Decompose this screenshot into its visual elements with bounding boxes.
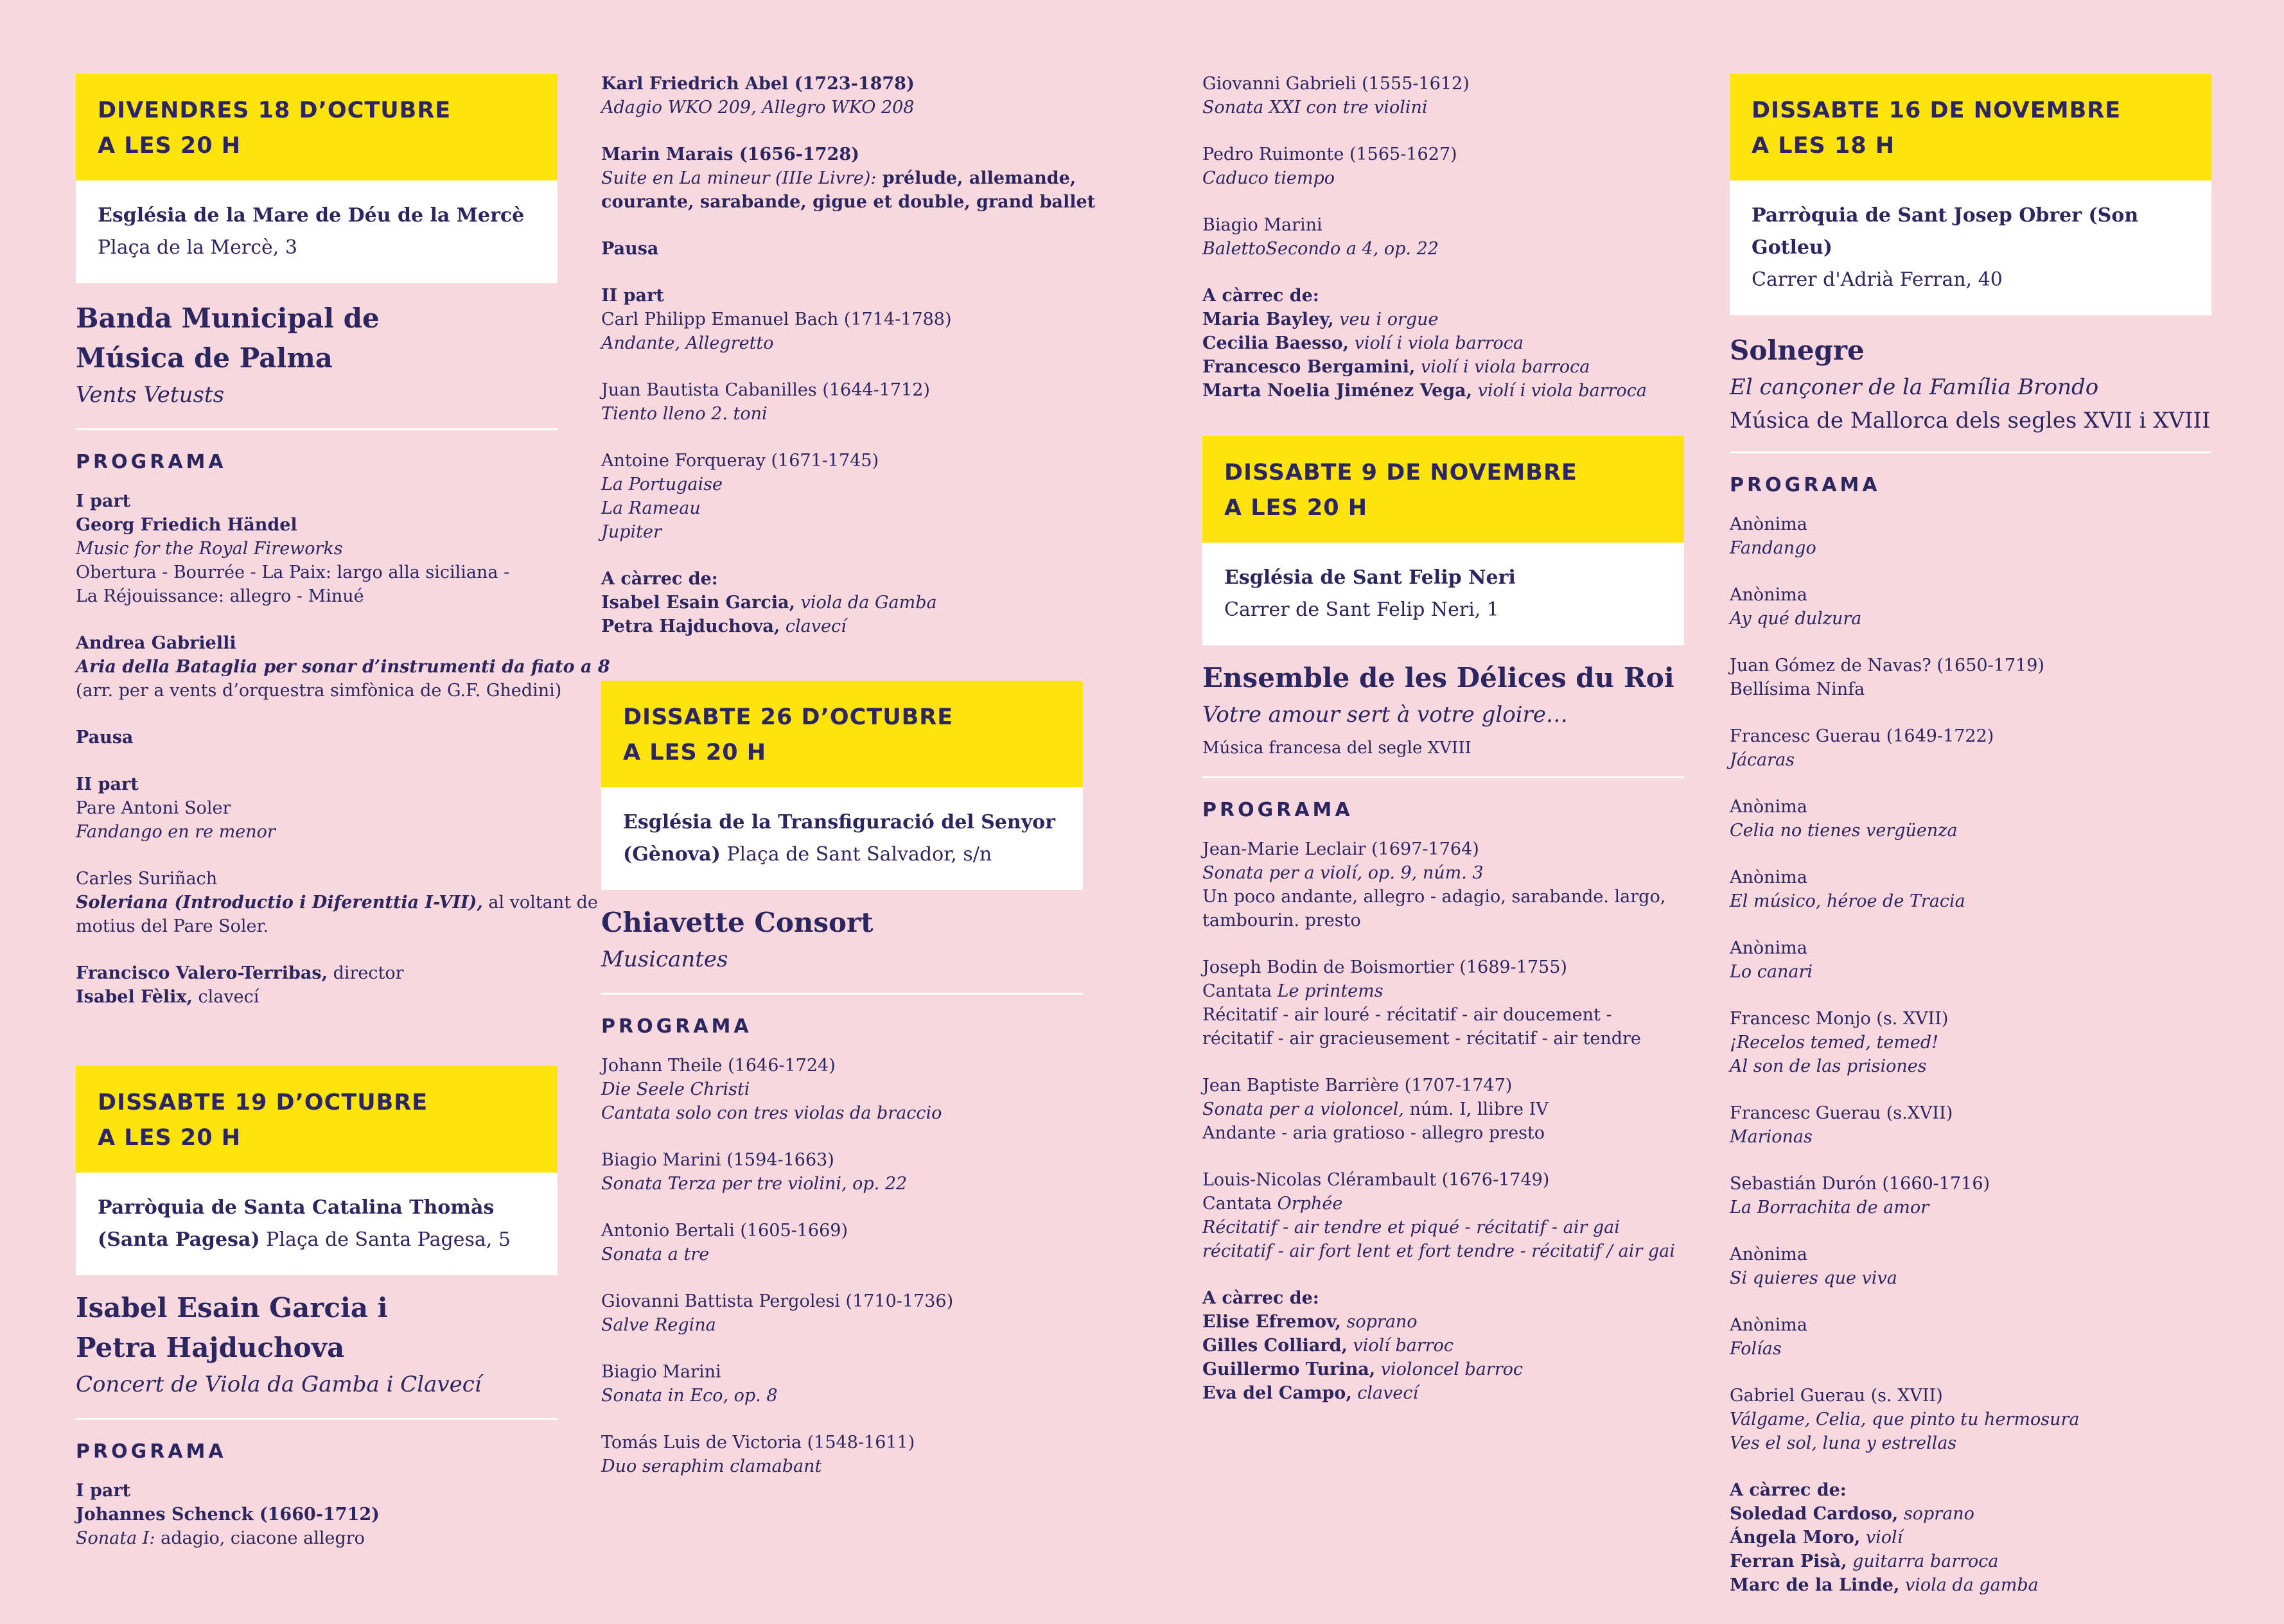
work: Sonata per a violoncel, — [1202, 1099, 1404, 1119]
venue-address: Carrer d'Adrià Ferran, 40 — [1752, 268, 2003, 291]
part-label: II part — [76, 774, 139, 794]
performer-role: soprano — [1340, 1312, 1418, 1332]
concert-time: A LES 20 H — [98, 1125, 242, 1151]
composer: Biagio Marini (1594-1663) — [601, 1150, 834, 1170]
composer: Giovanni Battista Pergolesi (1710-1736) — [601, 1291, 954, 1311]
performer-role: guitarra barroca — [1847, 1551, 1999, 1571]
divider — [1202, 776, 1684, 778]
concert-subtitle: El cançoner de la Família Brondo — [1730, 374, 2099, 400]
performer-name: Cecilia Baesso, — [1202, 333, 1349, 353]
note: (arr. per a vents d’orquestra simfònica de G.F. Ghedini) — [76, 681, 562, 701]
composer: Jean Baptiste Barrière (1707-1747) — [1202, 1076, 1513, 1096]
work: Duo seraphim clamabant — [601, 1456, 822, 1476]
program-entry — [76, 489, 558, 608]
concert-time: A LES 20 H — [623, 740, 767, 765]
program-entry — [1730, 654, 2211, 701]
work: Bellísima Ninfa — [1730, 679, 1865, 699]
date-box — [601, 681, 1083, 787]
work: ¡Recelos temed, temed! — [1730, 1033, 1938, 1052]
performers-heading: A càrrec de: — [601, 569, 718, 589]
concert-subtitle: Musicantes — [601, 947, 728, 972]
program-entry — [601, 378, 1083, 426]
work: La Portugaise — [601, 475, 723, 494]
work: Celia no tienes vergüenza — [1730, 821, 1958, 841]
program-entry — [1202, 1168, 1684, 1263]
program-entry — [1202, 956, 1684, 1051]
programa-heading: PROGRAMA — [76, 1440, 227, 1463]
performer-name: Petra Hajduchova, — [601, 616, 780, 636]
work: Fandango — [1730, 538, 1816, 558]
venue-box — [1730, 180, 2211, 315]
composer: Johannes Schenck (1660-1712) — [76, 1505, 380, 1524]
performers — [1202, 1286, 1684, 1405]
performer-role: violí barroc — [1347, 1336, 1454, 1356]
composer: Anònima — [1730, 797, 1807, 817]
divider — [1730, 451, 2211, 453]
performer-name: Marta Noelia Jiménez Vega, — [1202, 381, 1472, 401]
program-entry — [76, 773, 558, 844]
work: Folías — [1730, 1339, 1782, 1359]
work: Sonata a tre — [601, 1244, 710, 1264]
performer-role: violoncel barroc — [1375, 1359, 1523, 1379]
ensemble-title: Solnegre — [1730, 335, 1865, 366]
concert-time: A LES 20 H — [1224, 495, 1368, 521]
program-entry — [601, 1148, 1083, 1196]
composer: Biagio Marini — [601, 1362, 721, 1382]
performer-name: Isabel Fèlix, — [76, 987, 193, 1007]
performer-role: violí i viola barroca — [1415, 357, 1590, 377]
performer-role: violí i viola barroca — [1472, 381, 1647, 401]
performer-role: clavecí — [780, 616, 847, 636]
composer: Francesc Guerau (1649-1722) — [1730, 726, 1994, 746]
program-entry — [601, 1360, 1083, 1408]
performers — [76, 961, 558, 1009]
performer-name: Eva del Campo, — [1202, 1383, 1352, 1403]
program-entry — [1730, 1101, 2211, 1149]
venue-name: Parròquia de Santa Catalina Thomàs — [98, 1196, 495, 1219]
note: núm. I, llibre IV — [1403, 1099, 1549, 1119]
concert-subtitle: Concert de Viola da Gamba i Clavecí — [76, 1372, 482, 1397]
part-label: II part — [601, 286, 664, 306]
venue-name: (Santa Pagesa) — [98, 1228, 260, 1251]
venue-name: Parròquia de Sant Josep Obrer (Son Gotleu) — [1752, 204, 2139, 259]
venue-name: Església de la Mare de Déu de la Mercè — [98, 204, 525, 227]
program-entry — [1730, 724, 2211, 772]
pause-label: Pausa — [76, 728, 134, 747]
ensemble-title-line: Música de Palma — [76, 342, 333, 374]
venue-box — [601, 787, 1083, 890]
performers-heading: A càrrec de: — [1202, 1288, 1319, 1308]
composer: Georg Friedich Händel — [76, 515, 297, 535]
ensemble-title-line: Isabel Esain Garcia i — [76, 1292, 388, 1323]
work-prefix: Cantata — [1202, 1194, 1278, 1214]
work-prefix: Cantata — [1202, 981, 1278, 1001]
movements: prélude, allemande, — [876, 168, 1076, 188]
movements: Andante - aria gratioso - allegro presto — [1202, 1123, 1545, 1143]
work: Fandango en re menor — [76, 822, 276, 842]
venue-name: (Gènova) — [623, 843, 721, 866]
work: BalettoSecondo a 4, op. 22 — [1202, 239, 1439, 259]
composer: Antonio Bertali (1605-1669) — [601, 1221, 848, 1241]
programa-heading: PROGRAMA — [1202, 799, 1353, 821]
composer: Joseph Bodin de Boismortier (1689-1755) — [1202, 957, 1567, 977]
program-entry — [1730, 866, 2211, 913]
composer: Anònima — [1730, 938, 1807, 958]
program-entry — [76, 631, 610, 703]
part-label: I part — [76, 491, 131, 511]
work: Si quieres que viva — [1730, 1268, 1897, 1288]
movements: La Réjouissance: allegro - Minué — [76, 586, 364, 606]
work: Sonata I: — [76, 1528, 155, 1548]
program-entry — [1730, 1243, 2211, 1290]
concert-subtitle-2: Música de Mallorca dels segles XVII i XVIII — [1730, 408, 2211, 433]
performer-name: Marc de la Linde, — [1730, 1575, 1900, 1595]
performers — [601, 567, 1083, 638]
composer: Pedro Ruimonte (1565-1627) — [1202, 144, 1457, 164]
programa-heading: PROGRAMA — [76, 451, 227, 473]
part-label: I part — [76, 1481, 131, 1501]
work: Andante, Allegretto — [601, 333, 774, 353]
work: Orphée — [1277, 1194, 1343, 1214]
pause-label: Pausa — [601, 239, 659, 259]
venue-name: Església de Sant Felip Neri — [1224, 566, 1516, 589]
composer: Jean-Marie Leclair (1697-1764) — [1202, 839, 1479, 859]
divider — [76, 428, 558, 430]
work: Aria della Bataglia per sonar d’instrumenti da fiato a 8 — [76, 657, 610, 677]
concert-time: A LES 18 H — [1752, 133, 1895, 159]
ensemble-title — [76, 299, 558, 378]
program-entry — [1730, 795, 2211, 843]
column-1 — [76, 74, 610, 1009]
performers — [1202, 284, 1684, 403]
composer: Marin Marais (1656-1728) — [601, 144, 859, 164]
movements: récitatif - air gracieusement - récitatif - air tendre — [1202, 1029, 1641, 1049]
performer-role: violí — [1860, 1528, 1903, 1548]
program-entry — [1730, 936, 2211, 984]
work: Suite en La mineur (IIIe Livre): — [601, 168, 877, 188]
work: Marionas — [1730, 1127, 1813, 1147]
performers-heading: A càrrec de: — [1202, 286, 1319, 306]
ensemble-title-line: Petra Hajduchova — [76, 1332, 345, 1363]
composer: Pare Antoni Soler — [76, 798, 231, 818]
performer-name: Francisco Valero-Terribas, — [76, 963, 328, 983]
concert-subtitle: Votre amour sert à votre gloire… — [1202, 702, 1568, 728]
work: Soleriana (Introductio i Diferenttia I-VII), — [76, 893, 483, 912]
work: Jácaras — [1730, 750, 1795, 770]
work: Sonata XXI con tre violini — [1202, 98, 1428, 118]
concert-note: Música francesa del segle XVIII — [1202, 738, 1471, 758]
performer-role: clavecí — [192, 987, 259, 1007]
column-2 — [601, 72, 1096, 1478]
performer-name: Gilles Colliard, — [1202, 1336, 1348, 1356]
performer-name: Ferran Pisà, — [1730, 1551, 1847, 1571]
venue-address: Carrer de Sant Felip Neri, 1 — [1224, 598, 1499, 621]
work: Die Seele Christi — [601, 1079, 750, 1099]
work: Sonata Terza per tre violini, op. 22 — [601, 1174, 908, 1194]
work: Cantata solo con tres violas da braccio — [601, 1103, 942, 1123]
venue-box — [76, 180, 558, 283]
concert-date: DISSABTE 19 D’OCTUBRE — [98, 1090, 428, 1115]
composer: Juan Bautista Cabanilles (1644-1712) — [601, 380, 930, 400]
performer-name: Maria Bayley, — [1202, 310, 1334, 329]
column-3 — [1202, 72, 1684, 1405]
composer: Carl Philipp Emanuel Bach (1714-1788) — [601, 310, 952, 329]
movements: Récitatif - air tendre et piqué - récitatif - air gai — [1202, 1218, 1620, 1237]
composer: Francesc Guerau (s.XVII) — [1730, 1103, 1953, 1123]
program-entry — [1202, 143, 1684, 190]
divider — [601, 993, 1083, 995]
composer: Anònima — [1730, 1244, 1807, 1264]
movements: Récitatif - air louré - récitatif - air doucement - — [1202, 1005, 1612, 1025]
work: Le printems — [1277, 981, 1384, 1001]
movements: récitatif - air fort lent et fort tendre - récitatif / air gai — [1202, 1241, 1675, 1261]
performer-role: viola da Gamba — [795, 593, 937, 613]
date-box — [76, 74, 558, 180]
concert-date: DISSABTE 9 DE NOVEMBRE — [1224, 460, 1577, 485]
movements: tambourin. presto — [1202, 911, 1361, 930]
work: Ves el sol, luna y estrellas — [1730, 1433, 1957, 1453]
venue-box — [76, 1173, 558, 1275]
composer: Carles Suriñach — [76, 869, 218, 889]
composer: Gabriel Guerau (s. XVII) — [1730, 1386, 1943, 1406]
work: El músico, héroe de Tracia — [1730, 891, 1965, 911]
work: Adagio WKO 209, Allegro WKO 208 — [601, 98, 915, 118]
program-entry — [601, 143, 1096, 214]
work: Music for the Royal Fireworks — [76, 539, 343, 559]
program-entry — [601, 1219, 1083, 1266]
venue-address: Plaça de Santa Pagesa, 5 — [259, 1228, 511, 1251]
performer-role: violí i viola barroca — [1349, 333, 1524, 353]
composer: Anònima — [1730, 514, 1807, 534]
program-entry — [1202, 72, 1684, 119]
program-entry — [76, 1479, 558, 1550]
work: Ay qué dulzura — [1730, 609, 1862, 629]
composer: Karl Friedrich Abel (1723-1878) — [601, 74, 915, 94]
column-1-lower — [76, 1066, 558, 1550]
performers — [1730, 1478, 2211, 1597]
performer-name: Soledad Cardoso, — [1730, 1504, 1899, 1524]
venue-box — [1202, 543, 1684, 645]
program-entry — [601, 1054, 1083, 1125]
composer: Andrea Gabrielli — [76, 633, 236, 653]
composer: Sebastián Durón (1660-1716) — [1730, 1174, 1990, 1194]
work: Tiento lleno 2. toni — [601, 404, 768, 424]
work: Sonata in Eco, op. 8 — [601, 1386, 778, 1406]
program-entry — [76, 867, 598, 938]
note: motius del Pare Soler. — [76, 916, 269, 936]
programa-heading: PROGRAMA — [601, 1015, 752, 1038]
performer-name: Guillermo Turina, — [1202, 1359, 1376, 1379]
work: Válgame, Celia, que pinto tu hermosura — [1730, 1410, 2080, 1429]
work: Sonata per a violí, op. 9, núm. 3 — [1202, 863, 1484, 883]
programa-heading: PROGRAMA — [1730, 474, 1881, 496]
ensemble-title: Chiavette Consort — [601, 907, 874, 938]
composer: Giovanni Gabrieli (1555-1612) — [1202, 74, 1470, 94]
program-entry — [601, 1431, 1083, 1478]
composer: Biagio Marini — [1202, 215, 1322, 235]
date-box — [1202, 436, 1684, 543]
ensemble-title-line: Banda Municipal de — [76, 302, 380, 334]
concert-date: DIVENDRES 18 D’OCTUBRE — [98, 98, 452, 123]
movements: adagio, ciacone allegro — [155, 1528, 365, 1548]
performer-role: veu i orgue — [1333, 310, 1439, 329]
performer-name: Isabel Esain Garcia, — [601, 593, 795, 613]
performer-role: clavecí — [1351, 1383, 1419, 1403]
performers-heading: A càrrec de: — [1730, 1480, 1847, 1500]
divider — [76, 1418, 558, 1420]
composer: Juan Gómez de Navas? (1650-1719) — [1730, 656, 2044, 676]
performer-role: viola da gamba — [1899, 1575, 2039, 1595]
concert-time: A LES 20 H — [98, 133, 242, 159]
performer-name: Elise Efremov, — [1202, 1312, 1341, 1332]
composer: Tomás Luis de Victoria (1548-1611) — [601, 1433, 915, 1453]
program-entry — [1202, 213, 1684, 261]
concert-date: DISSABTE 16 DE NOVEMBRE — [1752, 98, 2121, 123]
program-entry — [1730, 1384, 2211, 1455]
work: La Borrachita de amor — [1730, 1198, 1929, 1218]
performer-name: Ángela Moro, — [1730, 1528, 1861, 1548]
program-entry — [1730, 1007, 2211, 1078]
work: Salve Regina — [601, 1315, 716, 1335]
work: La Rameau — [601, 498, 701, 518]
composer: Antoine Forqueray (1671-1745) — [601, 451, 879, 471]
performer-role: soprano — [1898, 1504, 1974, 1524]
work: Al son de las prisiones — [1730, 1056, 1927, 1076]
concert-date: DISSABTE 26 D’OCTUBRE — [623, 704, 954, 730]
program-entry — [1730, 583, 2211, 631]
date-box — [76, 1066, 558, 1173]
ensemble-title: Ensemble de les Délices du Roi — [1202, 662, 1674, 694]
ensemble-title — [76, 1288, 558, 1368]
program-entry — [1730, 512, 2211, 560]
composer: Anònima — [1730, 868, 1807, 887]
composer: Francesc Monjo (s. XVII) — [1730, 1009, 1949, 1029]
composer: Anònima — [1730, 1315, 1807, 1335]
program-entry — [1730, 1172, 2211, 1219]
work: Jupiter — [601, 522, 662, 542]
composer: Johann Theile (1646-1724) — [601, 1056, 836, 1076]
program-entry — [1202, 837, 1684, 932]
work: Lo canari — [1730, 962, 1813, 982]
program-entry — [601, 449, 1083, 544]
performer-name: Francesco Bergamini, — [1202, 357, 1416, 377]
note: al voltant de — [482, 893, 598, 912]
program-entry — [1730, 1313, 2211, 1361]
venue-address: Plaça de Sant Salvador, s/n — [720, 843, 992, 866]
movements: Un poco andante, allegro - adagio, sarabande. largo, — [1202, 887, 1666, 907]
program-entry — [601, 284, 1083, 355]
date-box — [1730, 74, 2211, 180]
movements: Obertura - Bourrée - La Paix: largo alla siciliana - — [76, 563, 510, 582]
composer: Anònima — [1730, 585, 1807, 605]
venue-name: Església de la Transfiguració del Senyor — [623, 811, 1055, 834]
program-entry — [601, 1289, 1083, 1337]
program-entry — [1202, 1074, 1684, 1145]
composer: Louis-Nicolas Clérambault (1676-1749) — [1202, 1170, 1550, 1190]
concert-subtitle: Vents Vetusts — [76, 382, 225, 408]
movements: courante, sarabande, gigue et double, grand ballet — [601, 192, 1096, 212]
venue-address: Plaça de la Mercè, 3 — [98, 236, 297, 259]
column-4 — [1730, 74, 2211, 1597]
performer-role: director — [328, 963, 404, 983]
program-entry — [601, 72, 1083, 119]
work: Caduco tiempo — [1202, 168, 1335, 188]
